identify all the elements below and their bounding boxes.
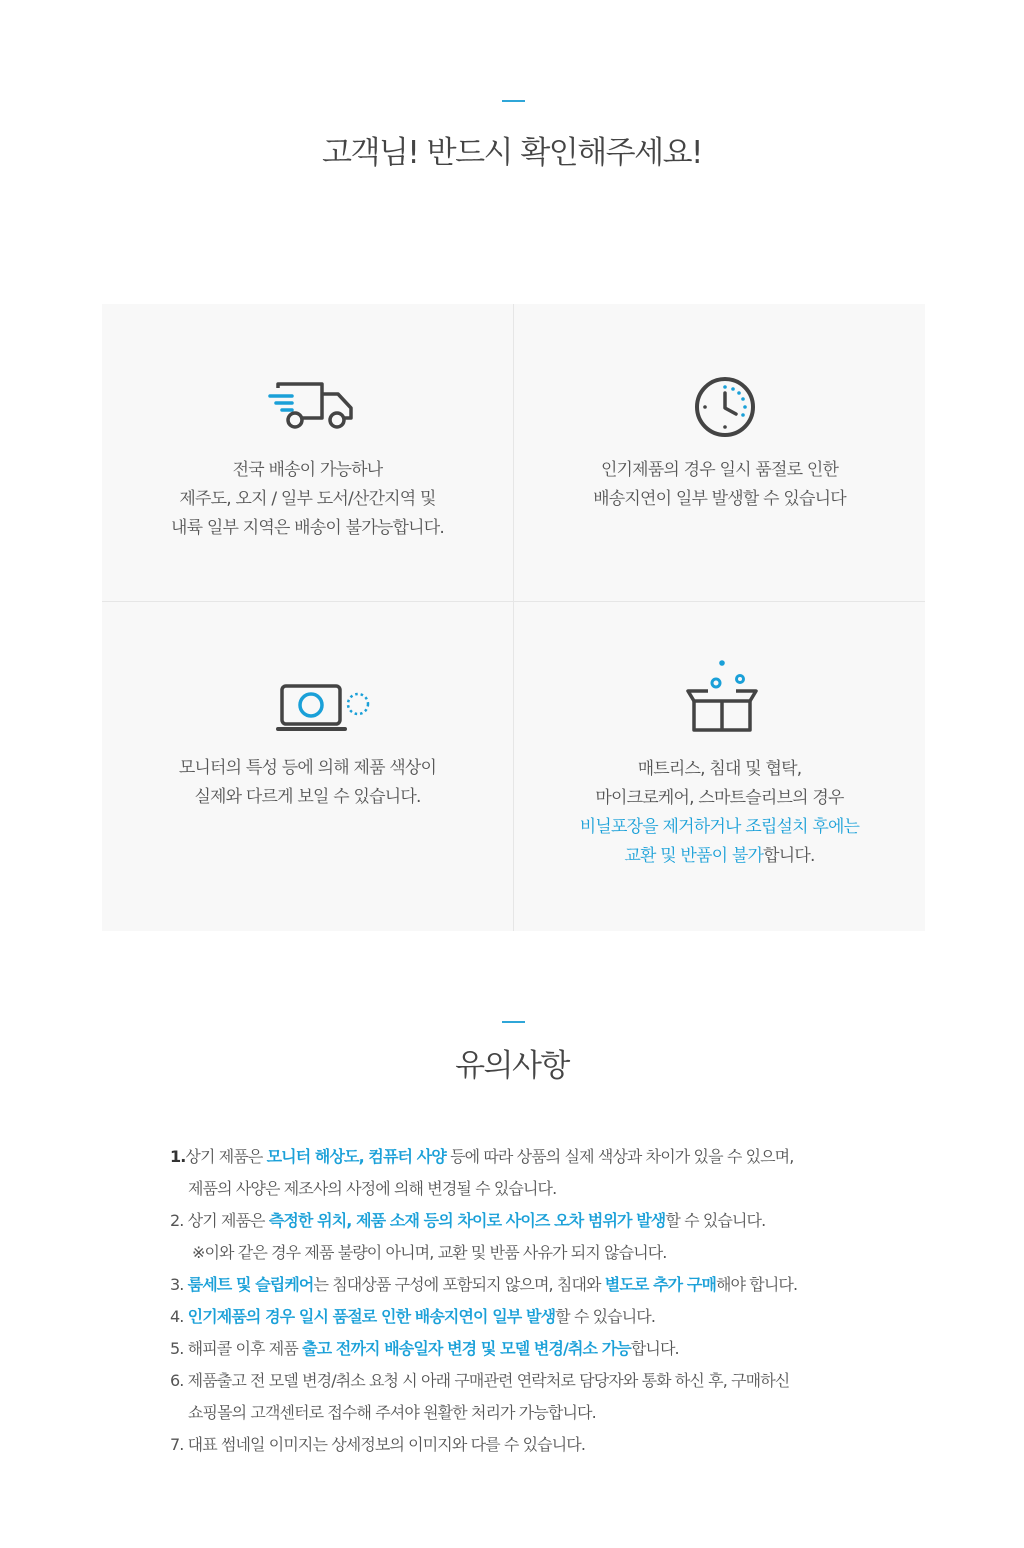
title-accent-line [502,100,525,102]
note-item-1: 1.상기 제품은 모니터 해상도, 컴퓨터 사양 등에 따라 상품의 실제 색상과 차이가 있을 수 있으며, [170,1147,794,1166]
clock-icon [693,375,757,439]
open-box-icon [684,655,760,735]
page-title: 고객님! 반드시 확인해주세요! [322,135,702,171]
notes-title: 유의사항 [455,1048,569,1084]
notes-list [170,1141,890,1461]
card-delivery [102,304,513,601]
note-item-4: 4. 인기제품의 경우 일시 품절로 인한 배송지연이 일부 발생할 수 있습니다. [170,1307,656,1326]
note-item-5: 5. 해피콜 이후 제품 출고 전까지 배송일자 변경 및 모델 변경/취소 가능합니다. [170,1339,679,1358]
card-mattress-text: 매트리스, 침대 및 협탁, 마이크로케어, 스마트슬리브의 경우 비닐포장을 제거하거나 조립설치 후에는 교환 및 반품이 불가합니다. [579,759,860,866]
note-item-3: 3. 룸세트 및 슬립케어는 침대상품 구성에 포함되지 않으며, 침대와 별도로 추가 구매해야 합니다. [170,1275,798,1294]
note-item-6-cont: 쇼핑몰의 고객센터로 접수해 주셔야 원활한 처리가 가능합니다. [188,1403,596,1422]
card-mattress [514,602,925,931]
note-item-6: 6. 제품출고 전 모델 변경/취소 요청 시 아래 구매관련 연락처로 담당자와 통화 하신 후, 구매하신 [170,1371,790,1390]
monitor-icon [275,682,375,736]
delivery-truck-icon [268,378,356,434]
note-item-2-cont: ※이와 같은 경우 제품 불량이 아니며, 교환 및 반품 사유가 되지 않습니다. [192,1243,667,1262]
info-grid [102,304,925,931]
note-item-1-cont: 제품의 사양은 제조사의 사정에 의해 변경될 수 있습니다. [188,1179,557,1198]
card-monitor-text: 모니터의 특성 등에 의해 제품 색상이 실제와 다르게 보일 수 있습니다. [178,758,437,807]
card-delivery-text: 전국 배송이 가능하나 제주도, 오지 / 일부 도서/산간지역 및 내륙 일부 지역은 배송이 불가능합니다. [171,460,444,538]
note-item-2: 2. 상기 제품은 측정한 위치, 제품 소재 등의 차이로 사이즈 오차 범위가 발생할 수 있습니다. [170,1211,766,1230]
note-item-7: 7. 대표 썸네일 이미지는 상세정보의 이미지와 다를 수 있습니다. [170,1435,586,1454]
card-stock-text: 인기제품의 경우 일시 품절로 인한 배송지연이 일부 발생할 수 있습니다 [593,460,846,509]
notes-accent-line [502,1021,525,1023]
card-stock [514,304,925,601]
card-monitor [102,602,513,931]
